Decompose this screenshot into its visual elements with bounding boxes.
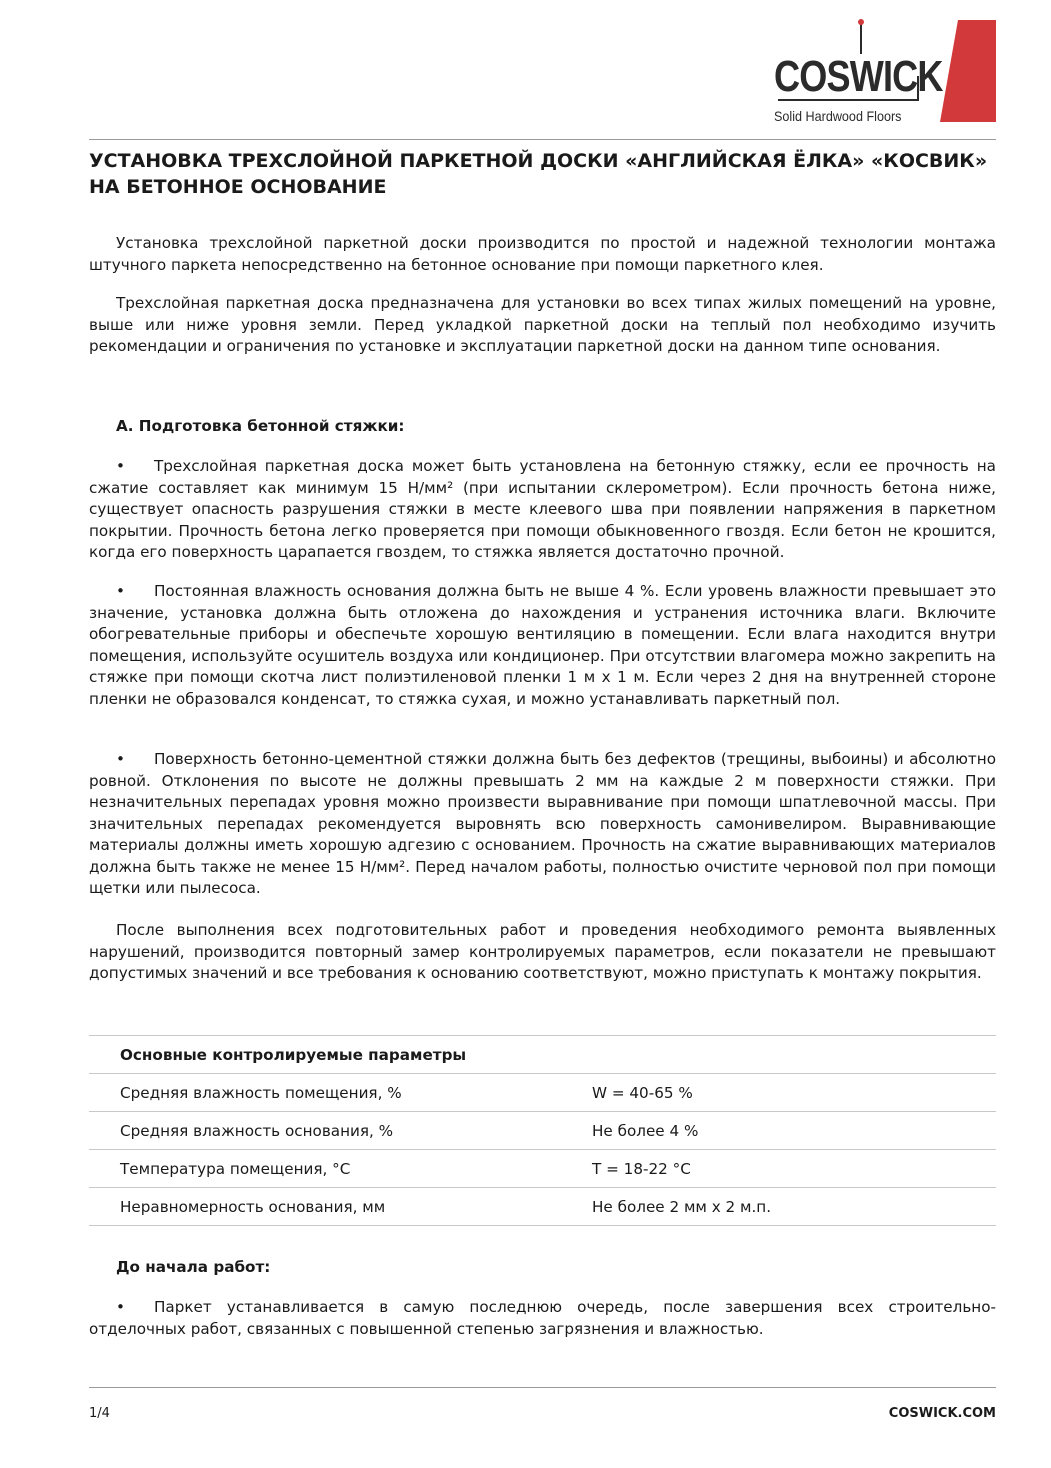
bullet-text: Постоянная влажность основания должна быть не выше 4 %. Если уровень влажности превышает это значение, установка должна быть отложена до нахождения и устранения источника влаги. Включите обогревательные приборы и обеспечьте хорошую вентиляцию в помещении. Если влага находится внутри помещения, используйте осушитель воздуха или кондиционер. При отсутствии влагомера можно закрепить на стяжке при помощи скотча лист полиэтиленовой пленки 1 м х 1 м. Если через 2 дня на внутренней стороне пленки не образовался конденсат, то стяжка сухая, и можно устанавливать паркетный пол. [89, 582, 996, 708]
bullet-text: Паркет устанавливается в самую последнюю очередь, после завершения всех строительно-отделочных работ, связанных с повышенной степенью загрязнения и влажностью. [89, 1298, 996, 1338]
table-row [89, 1074, 996, 1112]
table-row [89, 1150, 996, 1188]
section-a-closing: После выполнения всех подготовительных работ и проведения необходимого ремонта выявленных нарушений, производится повторный замер контролируемых параметров, если показатели не превышают допустимых значений и все требования к основанию соответствуют, можно приступать к монтажу покрытия. [89, 921, 996, 982]
bullet-text: Поверхность бетонно-цементной стяжки должна быть без дефектов (трещины, выбоины) и абсолютно ровной. Отклонения по высоте не должны превышать 2 мм на каждые 2 м поверхности стяжки. При незначительных перепадах уровня можно произвести выравнивание при помощи шпатлевочной массы. При значительных перепадах рекомендуется выровнять всю поверхность самонивелиром. Выравнивающие материалы должны иметь хорошую адгезию с основанием. Прочность на сжатие выравнивающих материалов должна быть также не менее 15 Н/мм². Перед началом работы, полностью очистите черновой пол при помощи щетки или пылесоса. [89, 750, 996, 897]
bullet-marker: • [116, 457, 125, 475]
param-name: Средняя влажность основания, % [89, 1112, 565, 1150]
logo-tagline: Solid Hardwood Floors [774, 108, 902, 124]
bullet-marker: • [116, 582, 125, 600]
section-a-bullet-3 [89, 749, 996, 900]
intro-paragraph-2: Трехслойная паркетная доска предназначена для установки во всех типах жилых помещений на уровне, выше или ниже уровня земли. Перед укладкой паркетной доски на теплый пол необходимо изучить рекомендации и ограничения по установке и эксплуатации паркетной доски на данном типе основания. [89, 294, 996, 355]
param-value: Не более 2 мм х 2 м.п. [565, 1188, 996, 1226]
param-value: W = 40-65 % [565, 1074, 996, 1112]
param-value: Не более 4 % [565, 1112, 996, 1150]
bullet-marker: • [116, 750, 125, 768]
table-header: Основные контролируемые параметры [89, 1036, 996, 1074]
page-number: 1/4 [89, 1406, 110, 1421]
intro-paragraph-1: Установка трехслойной паркетной доски производится по простой и надежной технологии монтажа штучного паркета непосредственно на бетонное основание при помощи паркетного клея. [89, 234, 996, 274]
bullet-text: Трехслойная паркетная доска может быть установлена на бетонную стяжку, если ее прочность на сжатие составляет как минимум 15 Н/мм² (при испытании склерометром). Если прочность бетона ниже, существует опасность разрушения стяжки в месте клеевого шва при появлении напряжения в паркетном покрытии. Прочность бетона легко проверяется при помощи обыкновенного гвоздя. Если бетон не крошится, когда его поверхность царапается гвоздем, то стяжка является достаточно прочной. [89, 457, 996, 561]
param-value: T = 18-22 °С [565, 1150, 996, 1188]
logo-wordmark: COSWICK [774, 52, 943, 101]
table-header-row [89, 1036, 996, 1074]
before-work-heading: До начала работ: [116, 1258, 271, 1276]
section-a-heading: А. Подготовка бетонной стяжки: [116, 417, 405, 435]
header-divider [89, 139, 996, 140]
page-title: УСТАНОВКА ТРЕХСЛОЙНОЙ ПАРКЕТНОЙ ДОСКИ «АНГЛИЙСКАЯ ЁЛКА» «КОСВИК» НА БЕТОННОЕ ОСНОВАНИЕ [89, 150, 988, 198]
bullet-marker: • [116, 1298, 125, 1316]
section-a-bullet-2 [89, 581, 996, 710]
param-name: Неравномерность основания, мм [89, 1188, 565, 1226]
params-table [89, 1035, 996, 1226]
table-row [89, 1112, 996, 1150]
brand-logo [770, 18, 943, 128]
footer-site-link[interactable]: COSWICK.COM [888, 1406, 996, 1421]
table-row [89, 1188, 996, 1226]
footer-divider [89, 1387, 996, 1388]
section-a-bullet-1 [89, 456, 996, 564]
brand-accent-shape [940, 20, 996, 122]
before-work-bullet-1 [89, 1297, 996, 1340]
param-name: Средняя влажность помещения, % [89, 1074, 565, 1112]
param-name: Температура помещения, °С [89, 1150, 565, 1188]
